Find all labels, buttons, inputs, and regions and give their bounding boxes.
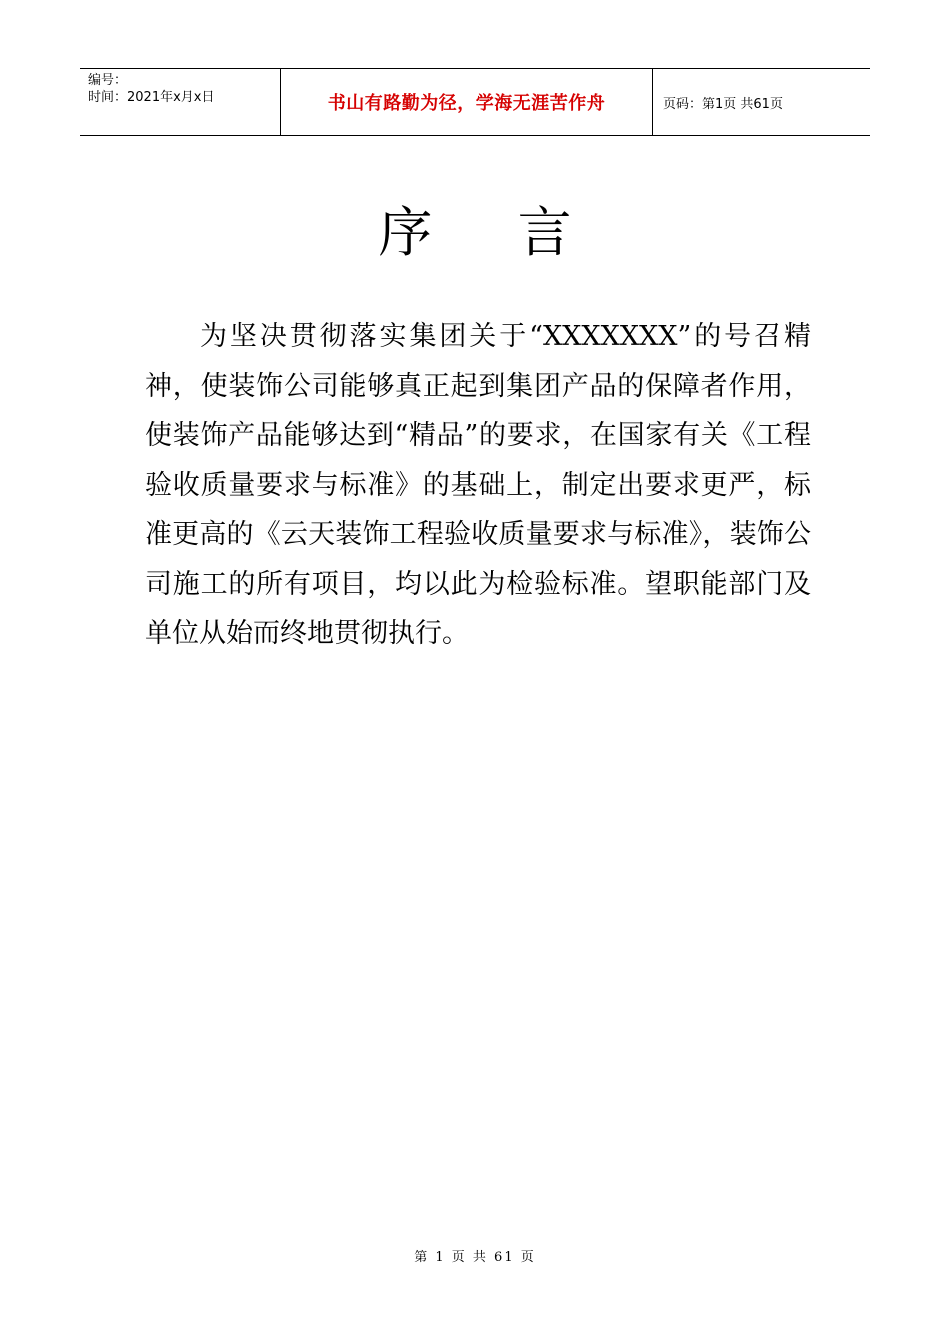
page-footer: 第 1 页 共 61 页	[414, 1250, 536, 1265]
document-number-label: 编号：	[88, 73, 128, 88]
document-title: 序 言	[378, 201, 606, 264]
document-date-label: 时间：2021年x月x日	[88, 90, 215, 105]
page-header	[80, 68, 870, 136]
header-page-info: 页码：第1页 共61页	[663, 96, 783, 112]
preface-paragraph: 为坚决贯彻落实集团关于“XXXXXXX”的号召精神，使装饰公司能够真正起到集团产品的保障者作用，使装饰产品能够达到“精品”的要求，在国家有关《工程验收质量要求与标准》的基础上，制定出要求更严，标准更高的《云天装饰工程验收质量要求与标准》，装饰公司施工的所有项目，均以此为检验标准。望职能部门及单位从始而终地贯彻执行。	[145, 321, 811, 649]
header-motto: 书山有路勤为径，学海无涯苦作舟	[280, 69, 653, 135]
header-meta	[80, 69, 280, 135]
